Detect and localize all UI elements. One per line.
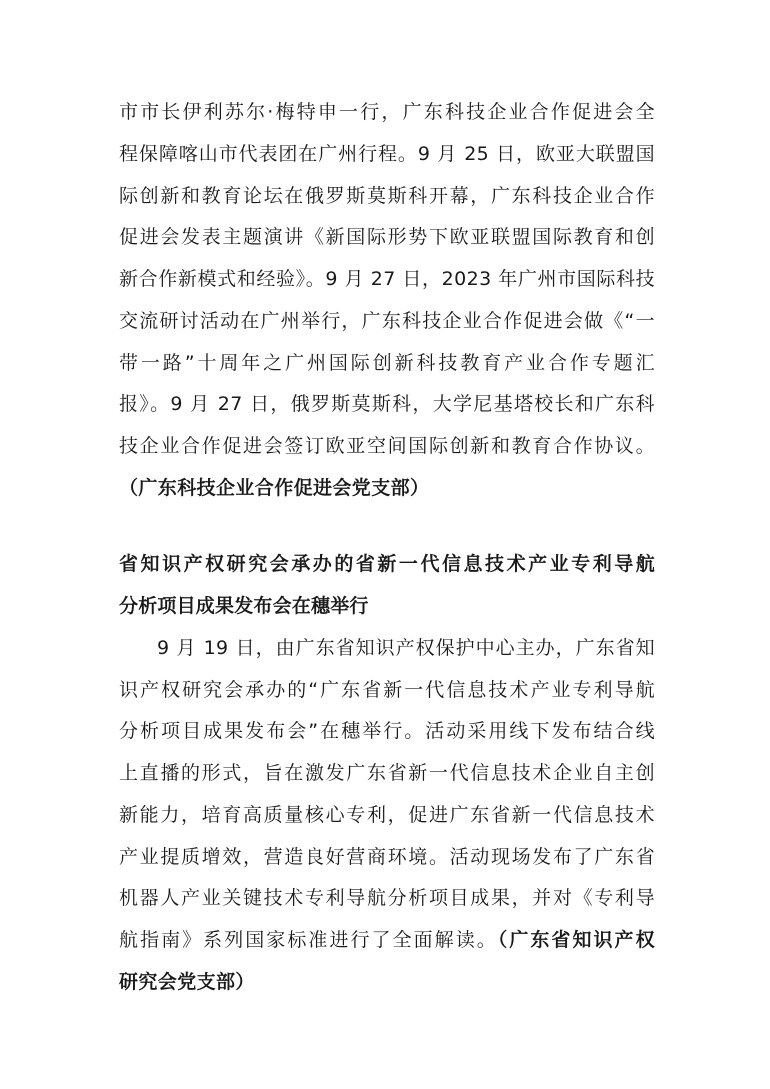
paragraph-line: 9 月 19 日，由广东省知识产权保护中心主办，广东省知 (157, 637, 655, 659)
paragraph-line: 促进会发表主题演讲《新国际形势下欧亚联盟国际教育和创 (119, 226, 655, 248)
paragraph-line: 上直播的形式，旨在激发广东省新一代信息技术企业自主创 (119, 762, 655, 784)
article-2-source: （广东省知识产权 (497, 929, 656, 951)
paragraph-line: 技企业合作促进会签订欧亚空间国际创新和教育合作协议。 (119, 435, 655, 457)
paragraph-line: 市市长伊利苏尔·梅特申一行，广东科技企业合作促进会全 (119, 101, 655, 123)
paragraph-line: 际创新和教育论坛在俄罗斯莫斯科开幕，广东科技企业合作 (119, 185, 655, 207)
paragraph-line: 新能力，培育高质量核心专利，促进广东省新一代信息技术 (119, 804, 655, 826)
article-1-source: （广东科技企业合作促进会党支部） (119, 477, 430, 499)
paragraph-line-mixed (119, 928, 655, 952)
paragraph-line: 带一路”十周年之广州国际创新科技教育产业合作专题汇 (119, 352, 655, 374)
paragraph-line: 交流研讨活动在广州举行，广东科技企业合作促进会做《“一 (119, 310, 655, 332)
paragraph-line: 产业提质增效，营造良好营商环境。活动现场发布了广东省 (119, 846, 655, 868)
article-2-title-line: 省知识产权研究会承办的省新一代信息技术产业专利导航 (119, 553, 655, 575)
paragraph-line: 机器人产业关键技术专利导航分析项目成果，并对《专利导 (119, 887, 655, 909)
article-2-title-line: 分析项目成果发布会在穗举行 (119, 595, 369, 617)
paragraph-line: 新合作新模式和经验》。9 月 27 日，2023 年广州市国际科技 (119, 268, 655, 290)
paragraph-text: 航指南》系列国家标准进行了全面解读。 (119, 929, 498, 951)
paragraph-line: 报》。9 月 27 日，俄罗斯莫斯科，大学尼基塔校长和广东科 (119, 393, 655, 415)
paragraph-line: 识产权研究会承办的“广东省新一代信息技术产业专利导航 (119, 679, 655, 701)
paragraph-line: 程保障喀山市代表团在广州行程。9 月 25 日，欧亚大联盟国 (119, 143, 655, 165)
paragraph-line: 分析项目成果发布会”在穗举行。活动采用线下发布结合线 (119, 720, 655, 742)
article-2-source-cont: 研究会党支部） (119, 971, 255, 993)
